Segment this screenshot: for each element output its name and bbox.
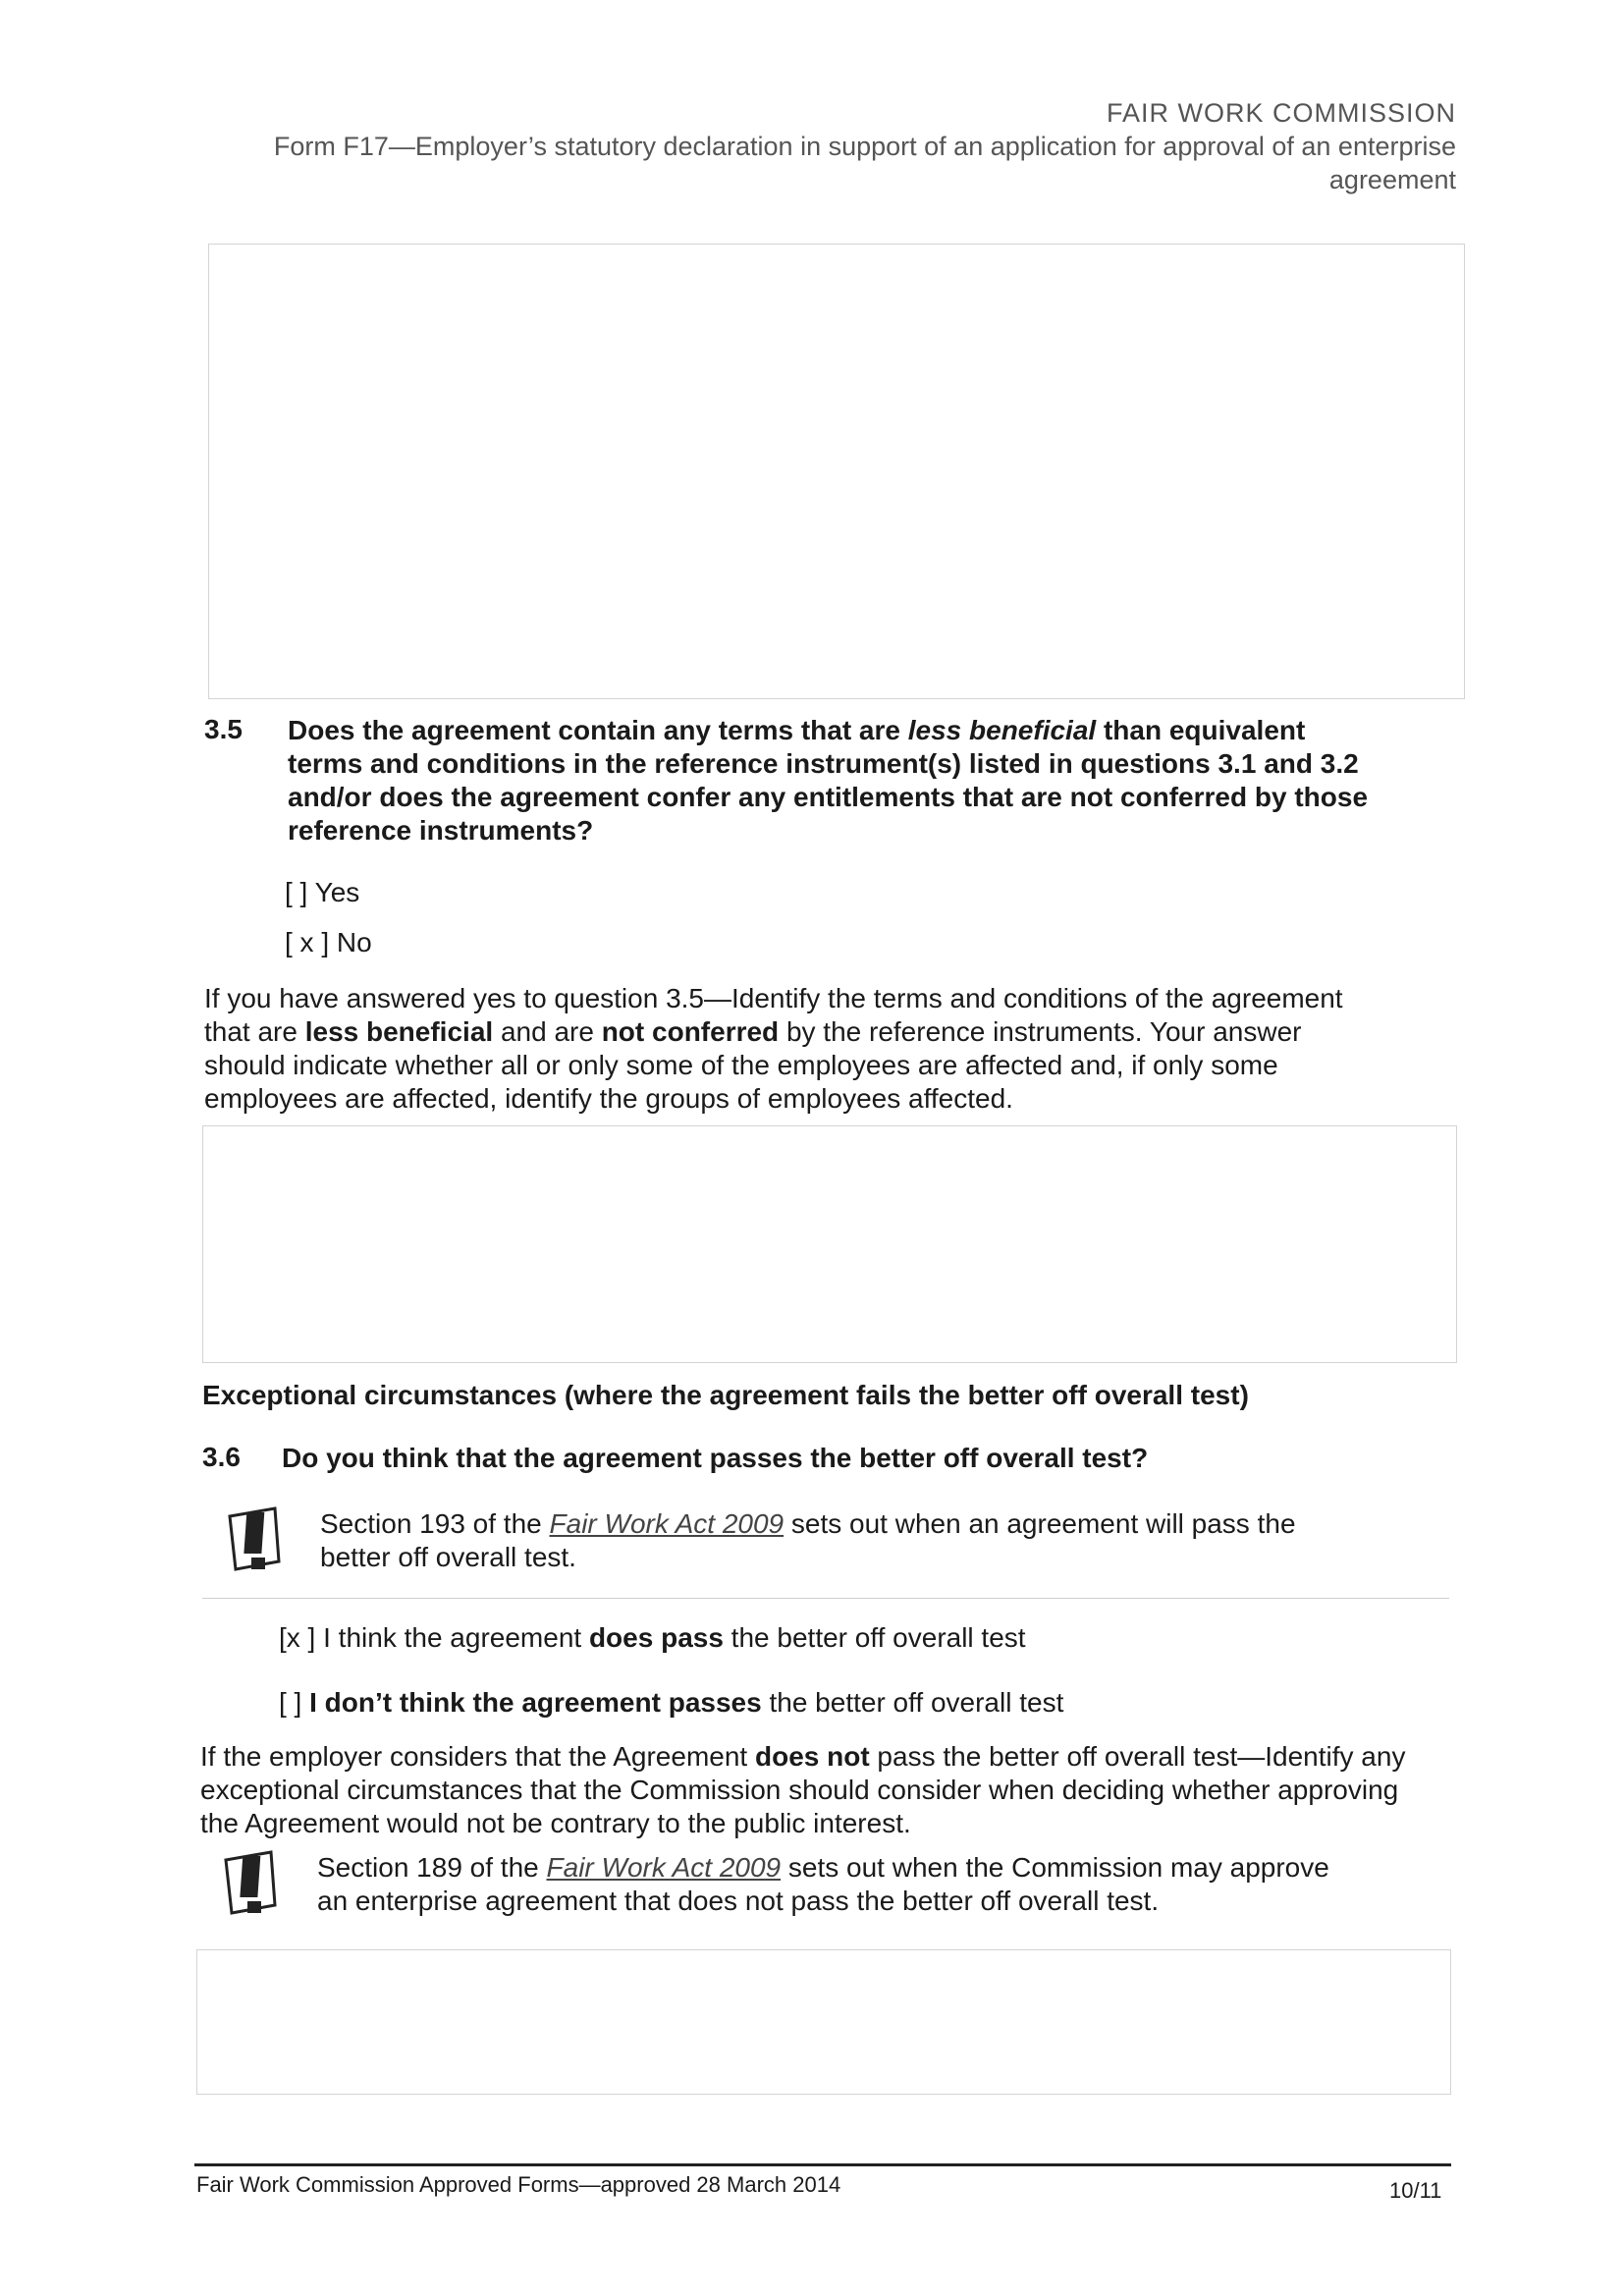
warning-icon: [214, 1846, 293, 1925]
option-no[interactable]: [ x ] No: [285, 927, 372, 957]
footer-rule: [194, 2163, 1451, 2166]
footer-approved-forms: Fair Work Commission Approved Forms—approved 28 March 2014: [196, 2172, 841, 2197]
question-number-3-5: 3.5: [204, 714, 243, 744]
note-section-189: Section 189 of the Fair Work Act 2009 sets out when the Commission may approve an enterprise agreement that does not pass the better off overall test.: [317, 1852, 1329, 1916]
question-number-3-6: 3.6: [202, 1442, 241, 1472]
fair-work-act-link[interactable]: Fair Work Act 2009: [549, 1508, 784, 1539]
option-does-not-pass[interactable]: [ ] I don’t think the agreement passes the better off overall test: [279, 1687, 1064, 1718]
header-form-title-cont: agreement: [1328, 165, 1456, 194]
instruction-3-5: If you have answered yes to question 3.5—Identify the terms and conditions of the agreement that are less beneficial and are not conferred by the reference instruments. Your answer should indicate whether all or only some of the employees are affected and, if only some employees are affected, identify the groups of employees affected.: [204, 983, 1343, 1114]
divider: [202, 1598, 1449, 1599]
option-yes[interactable]: [ ] Yes: [285, 877, 360, 907]
warning-icon: [218, 1503, 297, 1581]
page-number: 10/11: [1389, 2178, 1442, 2203]
option-does-pass[interactable]: [x ] I think the agreement does pass the better off overall test: [279, 1622, 1026, 1653]
header-form-title: Form F17—Employer’s statutory declaration in support of an application for approval of an enterprise: [273, 132, 1456, 161]
note-section-193: Section 193 of the Fair Work Act 2009 sets out when an agreement will pass the better off overall test.: [320, 1508, 1296, 1572]
section-heading-exceptional: Exceptional circumstances (where the agreement fails the better off overall test): [202, 1380, 1249, 1410]
page-header: [81, 96, 1456, 196]
question-3-5-text: Does the agreement contain any terms that are less beneficial than equivalent terms and conditions in the reference instrument(s) listed in questions 3.1 and 3.2 and/or does the agreement confer any entitlements that are not conferred by those reference instruments?: [288, 715, 1369, 846]
fair-work-act-link[interactable]: Fair Work Act 2009: [546, 1852, 782, 1883]
instruction-3-6: If the employer considers that the Agreement does not pass the better off overall test—Identify any exceptional circumstances that the Commission should consider when deciding whether approving the Agreement would not be contrary to the public interest.: [200, 1741, 1406, 1838]
header-org: FAIR WORK COMMISSION: [1106, 98, 1456, 128]
answer-box-3-5[interactable]: [202, 1125, 1457, 1363]
answer-box-3-6[interactable]: [196, 1949, 1451, 2095]
answer-box-top[interactable]: [208, 244, 1465, 699]
question-3-6-text: Do you think that the agreement passes the better off overall test?: [282, 1443, 1149, 1473]
